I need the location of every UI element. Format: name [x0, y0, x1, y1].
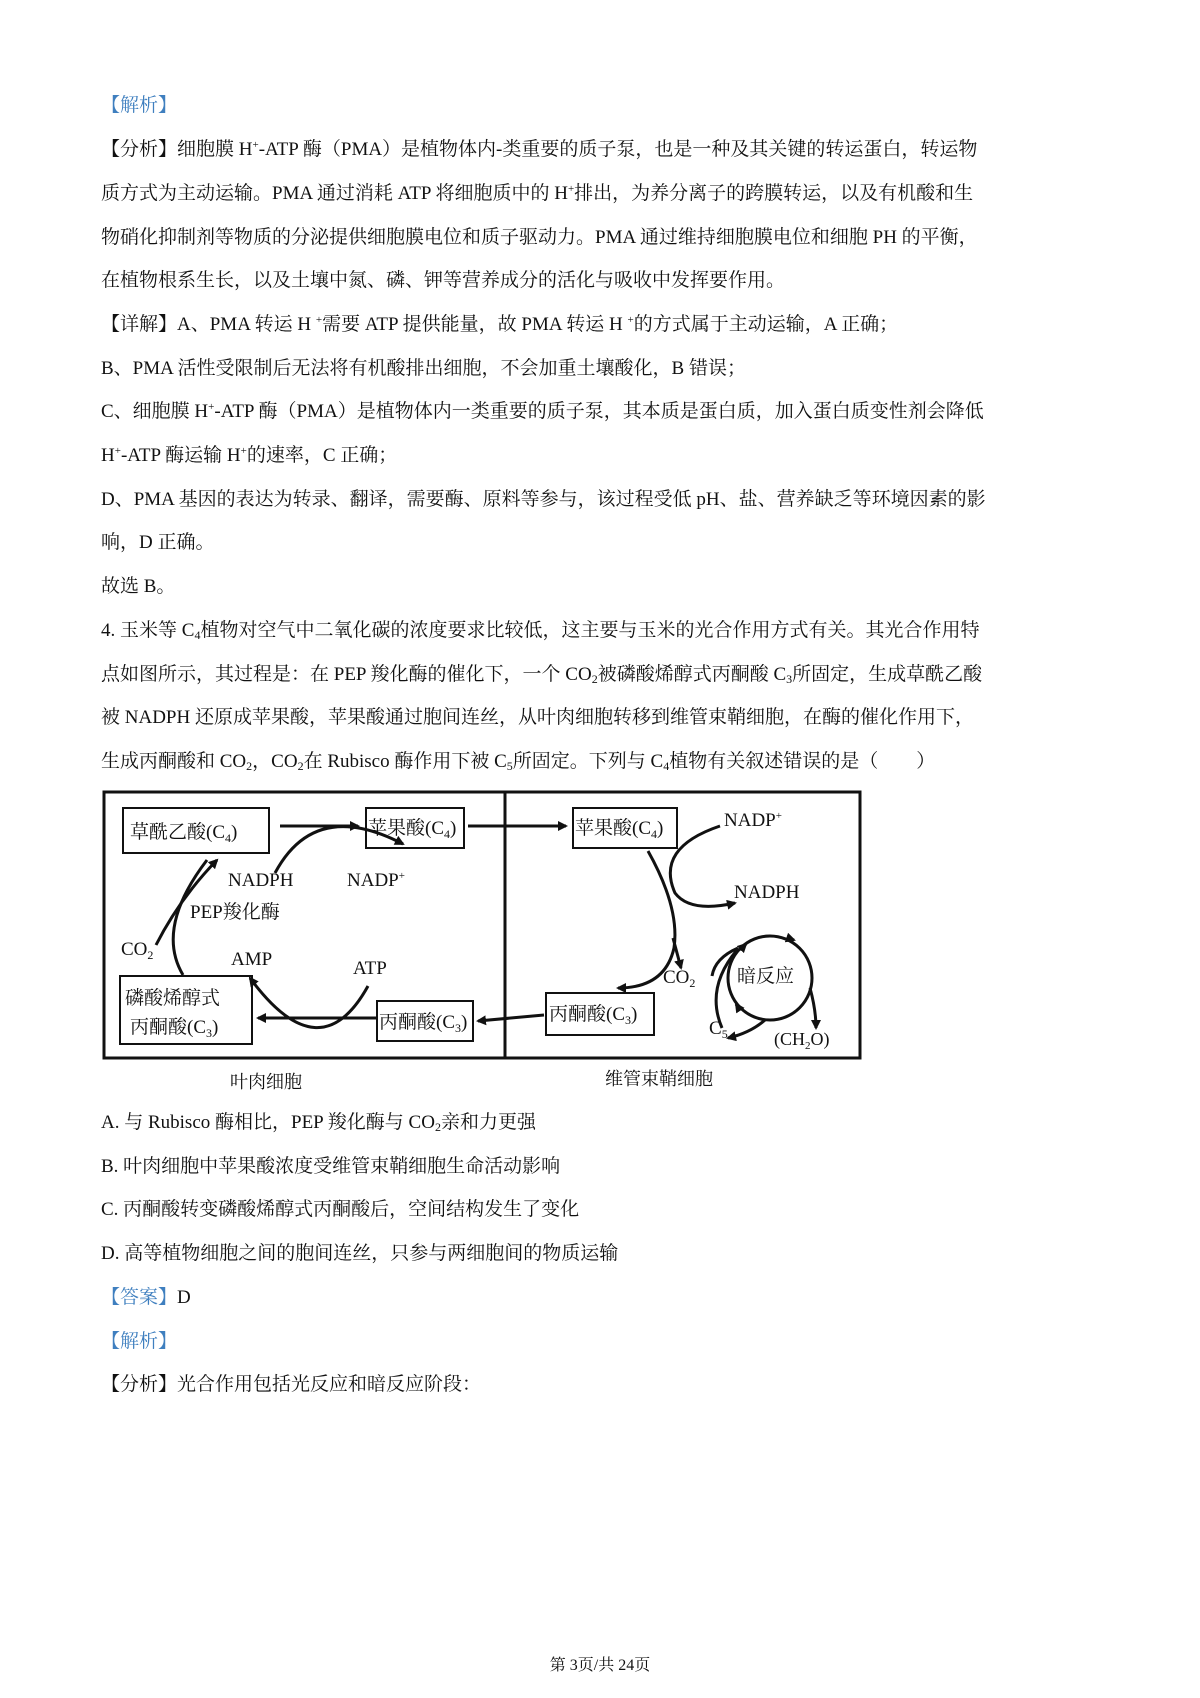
malate-left-label: 苹果酸$(C_4)$	[368, 818, 457, 841]
analysis-heading: 【解析】	[101, 95, 178, 116]
option-c: C. 丙酮酸转变磷酸烯醇式丙酮酸后，空间结构发生了变化	[101, 1199, 580, 1220]
superscript: +	[240, 445, 247, 457]
option-a	[101, 1111, 536, 1135]
answer-tag: 【答案】	[101, 1287, 178, 1308]
subscript: 2	[434, 1120, 441, 1134]
text-run: 的速率，C 正确；	[246, 445, 398, 466]
text-run: 点如图所示，其过程是：在 PEP 羧化酶的催化下，一个 CO	[101, 664, 592, 685]
analysis-heading-2: 【解析】	[101, 1331, 178, 1352]
amp-label: AMP	[231, 949, 273, 970]
analysis-line-2	[101, 1373, 481, 1397]
text-run: -ATP 酶（PMA）是植物体内一类重要的质子泵，其本质是蛋白质，加入蛋白质变性剂会降低	[214, 401, 984, 422]
ch2o-label: $(CH_2O)$	[774, 1029, 830, 1052]
subscript: 4	[194, 628, 201, 642]
analysis-paragraph-line	[101, 182, 973, 206]
option-b: B. 叶肉细胞中苹果酸浓度受维管束鞘细胞生命活动影响	[101, 1156, 561, 1177]
arrow-atp-to-amp	[250, 978, 368, 1028]
superscript: +	[252, 139, 259, 151]
co2-right-label: $CO_2$	[663, 967, 696, 990]
superscript: +	[208, 401, 215, 413]
text-run: 细胞膜 H	[177, 139, 253, 160]
analysis-paragraph-line	[101, 138, 977, 162]
fenxi-text-2: 光合作用包括光反应和暗反应阶段：	[177, 1374, 482, 1395]
nadp-left-label: NADP+	[347, 870, 405, 891]
text-run: -ATP 酶（PMA）是植物体内-类重要的质子泵，也是一种及其关键的转运蛋白，转运物	[258, 139, 978, 160]
detail-line-c2	[101, 444, 397, 468]
analysis-paragraph-line: 物硝化抑制剂等物质的分泌提供细胞膜电位和质子驱动力。PMA 通过维持细胞膜电位和细胞 PH 的平衡，	[101, 227, 978, 248]
text-run: -ATP 酶运输 H	[120, 445, 241, 466]
superscript: +	[567, 183, 575, 195]
superscript: +	[315, 314, 323, 326]
detail-line-d2: 响，D 正确。	[101, 532, 215, 553]
bundle-sheath-cell-caption: 维管束鞘细胞	[605, 1069, 713, 1089]
text-run: 在 Rubisco 酶作用下被 C	[303, 751, 507, 772]
pyruvate-right-label: 丙酮酸$(C_3)$	[549, 1004, 638, 1027]
pep-label-line1: 磷酸烯醇式	[125, 988, 221, 1009]
detail-line-d1: D、PMA 基因的表达为转录、翻译，需要酶、原料等参与，该过程受低 pH、盐、营养缺乏等环境因素的影	[101, 489, 986, 510]
detail-line-c1	[101, 400, 984, 424]
arrow-cycle-to-ch2o	[810, 988, 816, 1028]
question-stem-line	[101, 619, 979, 643]
text-run: 所固定。下列与 C	[512, 751, 664, 772]
text-run: 需要 ATP 提供能量，故 PMA 转运 H	[322, 314, 628, 335]
option-d: D. 高等植物细胞之间的胞间连丝，只参与两细胞间的物质运输	[101, 1243, 619, 1264]
question-stem-line: 被 NADPH 还原成苹果酸，苹果酸通过胞间连丝，从叶肉细胞转移到维管束鞘细胞，在酶的催化作用下，	[101, 707, 974, 728]
subscript: 4	[663, 759, 670, 773]
oxaloacetate-label: 草酰乙酸$(C_4)$	[130, 822, 238, 845]
text-run: 亲和力更强	[440, 1112, 536, 1133]
page-footer: 第 3页/共 24页	[549, 1657, 651, 1674]
fenxi-tag: 【分析】	[101, 139, 178, 160]
question-stem-line	[101, 663, 982, 687]
text-run: 质方式为主动运输。PMA 通过消耗 ATP 将细胞质中的 H	[101, 183, 568, 204]
text-run: 被磷酸烯醇式丙酮酸 C	[597, 664, 787, 685]
superscript: +	[627, 314, 634, 326]
conclusion: 故选 B。	[101, 576, 176, 597]
nadph-right-label: NADPH	[734, 882, 800, 903]
text-run: H	[101, 445, 115, 466]
subscript: 5	[506, 759, 513, 773]
co2-left-label: $CO_2$	[121, 939, 154, 962]
text-run: 排出，为养分离子的跨膜转运，以及有机酸和生	[574, 183, 974, 204]
mesophyll-cell-caption: 叶肉细胞	[230, 1072, 302, 1092]
text-run: 的方式属于主动运输，A 正确；	[633, 314, 899, 335]
text-run: 植物有关叙述错误的是（ ）	[669, 751, 936, 772]
nadp-right-label: NADP+	[724, 810, 782, 831]
c4-pathway-diagram	[100, 788, 870, 1098]
pep-enzyme-label: PEP羧化酶	[190, 902, 280, 923]
arrow-cycle-to-c5	[728, 1020, 765, 1038]
superscript: +	[114, 445, 121, 457]
text-run: A. 与 Rubisco 酶相比，PEP 羧化酶与 CO	[101, 1112, 435, 1133]
subscript: 2	[591, 672, 598, 686]
subscript: 2	[246, 759, 253, 773]
c5-label: $C_5$	[709, 1018, 728, 1041]
question-stem-line	[101, 750, 935, 774]
atp-label: ATP	[353, 958, 387, 979]
analysis-paragraph-line: 在植物根系生长，以及土壤中氮、磷、钾等营养成分的活化与吸收中发挥要作用。	[101, 270, 786, 291]
pep-label-line2: 丙酮酸$(C_3)$	[130, 1017, 219, 1040]
answer-value: D	[177, 1287, 191, 1308]
xiangjie-tag: 【详解】	[101, 314, 178, 335]
text-run: 生成丙酮酸和 CO	[101, 751, 247, 772]
detail-line-a	[101, 313, 898, 337]
subscript: 3	[786, 672, 793, 686]
text-run: 所固定，生成草酰乙酸	[792, 664, 983, 685]
answer-line	[101, 1286, 191, 1310]
arrow-pyruvate-transfer	[478, 1015, 544, 1021]
detail-line-b: B、PMA 活性受限制后无法将有机酸排出细胞，不会加重土壤酸化，B 错误；	[101, 358, 746, 379]
text-run: A、PMA 转运 H	[177, 314, 316, 335]
nadph-left-label: NADPH	[228, 870, 294, 891]
malate-right-label: 苹果酸$(C_4)$	[575, 818, 664, 841]
text-run: C、细胞膜 H	[101, 401, 209, 422]
fenxi-tag-2: 【分析】	[101, 1374, 178, 1395]
text-run: ，CO	[252, 751, 298, 772]
pyruvate-left-label: 丙酮酸$(C_3)$	[379, 1012, 468, 1035]
text-run: 植物对空气中二氧化碳的浓度要求比较低，这主要与玉米的光合作用方式有关。其光合作用特	[200, 620, 980, 641]
text-run: 4. 玉米等 C	[101, 620, 195, 641]
subscript: 2	[297, 759, 304, 773]
dark-reaction-label: 暗反应	[737, 966, 795, 987]
arrow-nadp-to-nadph	[670, 826, 735, 906]
